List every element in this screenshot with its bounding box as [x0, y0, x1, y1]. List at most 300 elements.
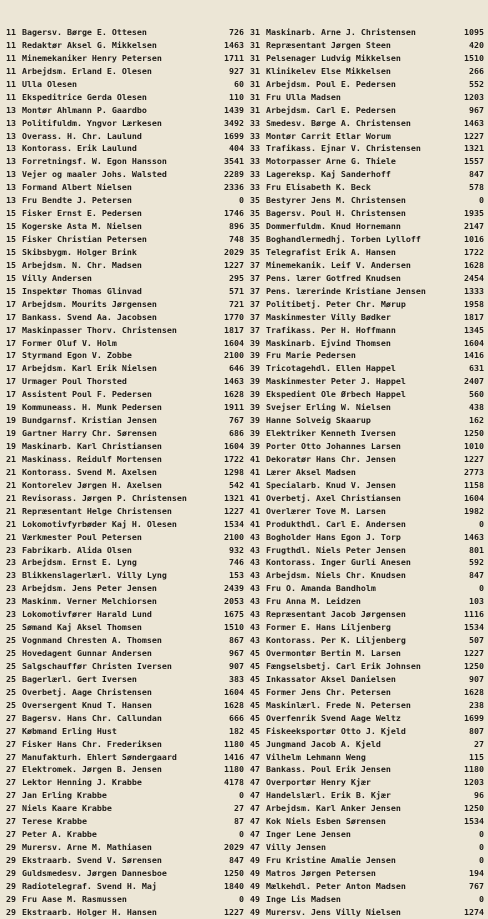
- house-number: 11: [6, 39, 16, 50]
- house-number: 27: [6, 725, 16, 736]
- tax-amount: 1203: [464, 91, 484, 102]
- directory-entry: [6, 453, 244, 466]
- tax-amount: 420: [469, 39, 484, 50]
- directory-entry: [6, 324, 244, 337]
- resident-name: Svejser Erling W. Nielsen: [266, 402, 391, 413]
- tax-amount: 1510: [464, 52, 484, 63]
- directory-entry: [250, 789, 484, 802]
- tax-amount: 1817: [224, 324, 244, 335]
- directory-entry: [6, 751, 244, 764]
- resident-name: Niels Kaare Krabbe: [22, 803, 112, 814]
- tax-amount: 1416: [224, 751, 244, 762]
- house-number: 29: [6, 880, 16, 891]
- tax-amount: 542: [229, 479, 244, 490]
- house-number: 29: [6, 893, 16, 904]
- tax-amount: 2407: [464, 376, 484, 387]
- house-number: 21: [6, 505, 16, 516]
- resident-name: Jungmand Jacob A. Kjeld: [266, 738, 381, 749]
- directory-entry: [250, 492, 484, 505]
- house-number: 23: [6, 570, 16, 581]
- resident-name: Salgschauffør Christen Iversen: [22, 660, 172, 671]
- directory-entry: [6, 26, 244, 39]
- tax-amount: 27: [234, 803, 244, 814]
- house-number: 37: [250, 298, 260, 309]
- tax-amount: 967: [229, 648, 244, 658]
- tax-amount: 1604: [224, 337, 244, 348]
- resident-name: Inkassator Aksel Danielsen: [266, 673, 396, 684]
- house-number: 37: [250, 324, 260, 335]
- directory-entry: [6, 362, 244, 375]
- directory-entry: [250, 272, 484, 285]
- directory-entry: [6, 337, 244, 350]
- directory-entry: [250, 621, 484, 634]
- house-number: 43: [250, 596, 260, 607]
- tax-amount: 847: [469, 570, 484, 581]
- tax-amount: 1016: [464, 234, 484, 244]
- resident-name: Maskinarb. Karl Christiansen: [22, 441, 162, 451]
- resident-name: Kogerske Asta M. Nielsen: [22, 221, 142, 232]
- directory-entry: [6, 828, 244, 841]
- tax-amount: 0: [239, 893, 244, 904]
- house-number: 27: [6, 738, 16, 749]
- directory-entry: [250, 634, 484, 647]
- tax-amount: 1250: [224, 867, 244, 878]
- tax-amount: 746: [229, 557, 244, 568]
- directory-entry: [6, 893, 244, 906]
- tax-amount: 631: [469, 363, 484, 374]
- house-number: 27: [6, 829, 16, 840]
- house-number: 23: [6, 609, 16, 620]
- directory-entry: [250, 893, 484, 906]
- resident-name: Arbejdsm. Mourits Jørgensen: [22, 298, 157, 309]
- tax-amount: 721: [229, 298, 244, 309]
- house-number: 31: [250, 27, 260, 37]
- resident-name: Overlærer Tove M. Larsen: [266, 505, 386, 516]
- directory-entry: [250, 207, 484, 220]
- house-number: 23: [6, 583, 16, 594]
- resident-name: Specialarb. Knud V. Jensen: [266, 479, 396, 490]
- tax-amount: 571: [229, 285, 244, 296]
- tax-amount: 2336: [224, 182, 244, 193]
- house-number: 19: [6, 428, 16, 439]
- resident-name: Hovedagent Gunnar Andersen: [22, 648, 152, 658]
- resident-name: Fisker Christian Petersen: [22, 234, 147, 244]
- directory-entry: [250, 388, 484, 401]
- resident-name: Pens. lærerinde Kristiane Jensen: [266, 285, 426, 296]
- resident-name: Elektriker Kenneth Iversen: [266, 428, 396, 439]
- tax-amount: 907: [229, 660, 244, 671]
- resident-name: Overass. H. Chr. Laulund: [22, 130, 142, 141]
- house-number: 19: [6, 415, 16, 426]
- resident-name: Fru Ulla Madsen: [266, 91, 341, 102]
- resident-name: Maskinpasser Thorv. Christensen: [22, 324, 177, 335]
- house-number: 45: [250, 699, 260, 710]
- tax-amount: 1010: [464, 441, 484, 451]
- resident-name: Vognmand Chresten A. Thomsen: [22, 635, 162, 646]
- directory-entry: [6, 686, 244, 699]
- resident-name: Bundgarnsf. Kristian Jensen: [22, 415, 157, 426]
- resident-name: Vilhelm Lehmann Weng: [266, 751, 366, 762]
- tax-amount: 404: [229, 143, 244, 154]
- directory-entry: [250, 841, 484, 854]
- directory-entry: [250, 505, 484, 518]
- house-number: 15: [6, 272, 16, 283]
- resident-name: Overbetj. Aage Christensen: [22, 686, 152, 697]
- house-number: 47: [250, 803, 260, 814]
- resident-name: Kok Niels Esben Sørensen: [266, 816, 386, 827]
- resident-name: Hanne Solveig Skaarup: [266, 415, 371, 426]
- directory-entry: [6, 466, 244, 479]
- tax-amount: 1722: [464, 246, 484, 257]
- directory-entry: [6, 65, 244, 78]
- house-number: 41: [250, 479, 260, 490]
- tax-amount: 96: [474, 790, 484, 801]
- directory-entry: [250, 725, 484, 738]
- directory-entry: [6, 531, 244, 544]
- tax-amount: 1770: [224, 311, 244, 322]
- house-number: 43: [250, 635, 260, 646]
- directory-entry: [6, 78, 244, 91]
- house-number: 11: [6, 27, 16, 37]
- directory-entry: [6, 906, 244, 919]
- tax-amount: 1250: [464, 660, 484, 671]
- directory-entry: [250, 453, 484, 466]
- house-number: 15: [6, 246, 16, 257]
- resident-name: Repræsentant Helge Christensen: [22, 505, 172, 516]
- house-number: 45: [250, 712, 260, 723]
- directory-entry: [250, 828, 484, 841]
- directory-entry: [6, 854, 244, 867]
- directory-entry: [250, 466, 484, 479]
- house-number: 37: [250, 285, 260, 296]
- directory-entry: [250, 802, 484, 815]
- house-number: 39: [250, 337, 260, 348]
- house-number: 17: [6, 311, 16, 322]
- resident-name: Formand Albert Nielsen: [22, 182, 132, 193]
- house-number: 25: [6, 648, 16, 658]
- directory-entry: [250, 427, 484, 440]
- house-number: 39: [250, 402, 260, 413]
- tax-amount: 0: [239, 790, 244, 801]
- tax-amount: 1982: [464, 505, 484, 516]
- tax-amount: 1722: [224, 453, 244, 464]
- resident-name: Bankass. Svend Aa. Jacobsen: [22, 311, 157, 322]
- directory-entry: [6, 168, 244, 181]
- directory-entry: [6, 181, 244, 194]
- tax-amount: 932: [229, 544, 244, 555]
- directory-entry: [250, 362, 484, 375]
- tax-amount: 0: [479, 893, 484, 904]
- directory-entry: [6, 298, 244, 311]
- house-number: 25: [6, 660, 16, 671]
- tax-amount: 1463: [464, 117, 484, 128]
- house-number: 31: [250, 39, 260, 50]
- house-number: 35: [250, 234, 260, 244]
- tax-amount: 807: [469, 725, 484, 736]
- resident-name: Arbejdsm. Niels Chr. Knudsen: [266, 570, 406, 581]
- directory-entry: [6, 647, 244, 660]
- directory-entry: [6, 349, 244, 362]
- house-number: 45: [250, 648, 260, 658]
- tax-amount: 1298: [224, 466, 244, 477]
- house-number: 31: [250, 78, 260, 89]
- resident-name: Montør Ahlmann P. Gaardbo: [22, 104, 147, 115]
- house-number: 13: [6, 130, 16, 141]
- directory-entry: [6, 246, 244, 259]
- house-number: 21: [6, 453, 16, 464]
- resident-name: Lektor Henning J. Krabbe: [22, 777, 142, 788]
- resident-name: Former Oluf V. Holm: [22, 337, 117, 348]
- house-number: 43: [250, 583, 260, 594]
- directory-entry: [6, 375, 244, 388]
- resident-name: Revisorass. Jørgen P. Christensen: [22, 492, 187, 503]
- tax-amount: 1534: [464, 816, 484, 827]
- left-column: [6, 26, 244, 919]
- resident-name: Fisker Hans Chr. Frederiksen: [22, 738, 162, 749]
- directory-entry: [250, 440, 484, 453]
- resident-name: Overfenrik Svend Aage Weltz: [266, 712, 401, 723]
- house-number: 43: [250, 609, 260, 620]
- tax-amount: 1604: [224, 441, 244, 451]
- resident-name: Manufakturh. Ehlert Søndergaard: [22, 751, 177, 762]
- house-number: 21: [6, 492, 16, 503]
- resident-name: Montør Carrit Etlar Worum: [266, 130, 391, 141]
- house-number: 47: [250, 842, 260, 853]
- tax-amount: 748: [229, 234, 244, 244]
- resident-name: Arbejdsm. Poul E. Pedersen: [266, 78, 396, 89]
- house-number: 25: [6, 635, 16, 646]
- house-number: 15: [6, 221, 16, 232]
- directory-entry: [6, 311, 244, 324]
- directory-entry: [250, 298, 484, 311]
- tax-amount: 927: [229, 65, 244, 76]
- directory-entry: [6, 142, 244, 155]
- resident-name: Telegrafist Erik A. Hansen: [266, 246, 396, 257]
- house-number: 47: [250, 751, 260, 762]
- tax-amount: 1628: [224, 389, 244, 400]
- directory-entry: [250, 712, 484, 725]
- resident-name: Villy Jensen: [266, 842, 326, 853]
- house-number: 43: [250, 557, 260, 568]
- house-number: 21: [6, 531, 16, 542]
- directory-entry: [6, 505, 244, 518]
- directory-entry: [250, 595, 484, 608]
- house-number: 37: [250, 259, 260, 270]
- directory-entry: [6, 582, 244, 595]
- tax-amount: 1557: [464, 156, 484, 167]
- tax-amount: 1463: [224, 376, 244, 387]
- directory-entry: [6, 285, 244, 298]
- house-number: 27: [6, 790, 16, 801]
- directory-entry: [250, 660, 484, 673]
- resident-name: Overmontør Bertin M. Larsen: [266, 648, 401, 658]
- directory-entry: [6, 634, 244, 647]
- directory-entry: [6, 880, 244, 893]
- resident-name: Kontorass. Inger Gurli Anesen: [266, 557, 411, 568]
- resident-name: Kontorass. Svend M. Axelsen: [22, 466, 157, 477]
- resident-name: Oversergent Knud T. Hansen: [22, 699, 152, 710]
- resident-name: Kommuneass. H. Munk Pedersen: [22, 402, 162, 413]
- resident-name: Arbejdsm. Carl E. Pedersen: [266, 104, 396, 115]
- tax-amount: 1675: [224, 609, 244, 620]
- house-number: 11: [6, 91, 16, 102]
- tax-amount: 266: [469, 65, 484, 76]
- directory-entry: [6, 673, 244, 686]
- resident-name: Peter A. Krabbe: [22, 829, 97, 840]
- directory-entry: [250, 401, 484, 414]
- house-number: 31: [250, 91, 260, 102]
- resident-name: Overportør Henry Kjær: [266, 777, 371, 788]
- resident-name: Arbejdsm. Karl Erik Nielsen: [22, 363, 157, 374]
- resident-name: Bagersv. Børge E. Ottesen: [22, 27, 147, 37]
- house-number: 33: [250, 117, 260, 128]
- directory-entry: [6, 815, 244, 828]
- house-number: 31: [250, 65, 260, 76]
- house-number: 49: [250, 906, 260, 917]
- resident-name: Lagereksp. Kaj Sanderhoff: [266, 169, 391, 180]
- directory-entry: [6, 207, 244, 220]
- directory-entry: [250, 647, 484, 660]
- resident-name: Købmand Erling Hust: [22, 725, 117, 736]
- directory-entry: [6, 388, 244, 401]
- resident-name: Maskinarb. Arne J. Christensen: [266, 27, 416, 37]
- directory-entry: [250, 854, 484, 867]
- house-number: 37: [250, 272, 260, 283]
- directory-entry: [250, 39, 484, 52]
- house-number: 15: [6, 285, 16, 296]
- directory-entry: [6, 233, 244, 246]
- house-number: 43: [250, 544, 260, 555]
- resident-name: Arbejdsm. Jens Peter Jensen: [22, 583, 157, 594]
- resident-name: Bankass. Poul Erik Jensen: [266, 764, 391, 775]
- house-number: 13: [6, 117, 16, 128]
- tax-amount: 907: [469, 673, 484, 684]
- house-number: 39: [250, 415, 260, 426]
- resident-name: Dekoratør Hans Chr. Jensen: [266, 453, 396, 464]
- tax-amount: 1227: [224, 505, 244, 516]
- tax-amount: 552: [469, 78, 484, 89]
- tax-amount: 1628: [464, 686, 484, 697]
- house-number: 47: [250, 790, 260, 801]
- resident-name: Produkthdl. Carl E. Andersen: [266, 518, 406, 529]
- resident-name: Bestyrer Jens M. Christensen: [266, 195, 406, 206]
- house-number: 45: [250, 686, 260, 697]
- directory-entry: [6, 492, 244, 505]
- tax-amount: 1534: [464, 622, 484, 633]
- directory-entry: [6, 867, 244, 880]
- directory-entry: [250, 142, 484, 155]
- directory-entry: [6, 440, 244, 453]
- tax-amount: 896: [229, 221, 244, 232]
- directory-entry: [6, 518, 244, 531]
- tax-amount: 1628: [464, 259, 484, 270]
- directory-entry: [6, 52, 244, 65]
- house-number: 15: [6, 234, 16, 244]
- tax-amount: 686: [229, 428, 244, 439]
- house-number: 35: [250, 221, 260, 232]
- resident-name: Kontorass. Per K. Liljenberg: [266, 635, 406, 646]
- tax-amount: 0: [479, 518, 484, 529]
- house-number: 27: [6, 803, 16, 814]
- tax-amount: 1203: [464, 777, 484, 788]
- resident-name: Urmager Poul Thorsted: [22, 376, 127, 387]
- tax-amount: 0: [479, 583, 484, 594]
- directory-entry: [6, 272, 244, 285]
- resident-name: Fru Elisabeth K. Beck: [266, 182, 371, 193]
- resident-name: Repræsentant Jacob Jørgensen: [266, 609, 406, 620]
- tax-amount: 1699: [224, 130, 244, 141]
- directory-entry: [6, 763, 244, 776]
- directory-entry: [6, 220, 244, 233]
- house-number: 11: [6, 78, 16, 89]
- house-number: 13: [6, 195, 16, 206]
- house-number: 41: [250, 518, 260, 529]
- directory-entry: [250, 880, 484, 893]
- house-number: 33: [250, 156, 260, 167]
- tax-amount: 2029: [224, 246, 244, 257]
- directory-entry: [250, 686, 484, 699]
- tax-amount: 182: [229, 725, 244, 736]
- tax-amount: 1180: [464, 764, 484, 775]
- resident-name: Maskinarb. Ejvind Thomsen: [266, 337, 391, 348]
- house-number: 25: [6, 673, 16, 684]
- directory-entry: [250, 518, 484, 531]
- tax-amount: 2100: [224, 350, 244, 361]
- resident-name: Kontorelev Jørgen H. Axelsen: [22, 479, 162, 490]
- house-number: 45: [250, 725, 260, 736]
- house-number: 49: [250, 855, 260, 865]
- directory-entry: [250, 556, 484, 569]
- tax-amount: 103: [469, 596, 484, 607]
- tax-amount: 507: [469, 635, 484, 646]
- directory-entry: [6, 104, 244, 117]
- house-number: 45: [250, 660, 260, 671]
- tax-amount: 1227: [224, 259, 244, 270]
- directory-entry: [250, 26, 484, 39]
- resident-name: Arbejdsm. N. Chr. Madsen: [22, 259, 142, 270]
- tax-amount: 578: [469, 182, 484, 193]
- tax-amount: 1321: [464, 143, 484, 154]
- house-number: 17: [6, 324, 16, 335]
- directory-entry: [6, 712, 244, 725]
- house-number: 31: [250, 52, 260, 63]
- resident-name: Arbejdsm. Karl Anker Jensen: [266, 803, 401, 814]
- directory-entry: [6, 595, 244, 608]
- directory-entry: [250, 246, 484, 259]
- house-number: 11: [6, 65, 16, 76]
- tax-amount: 27: [474, 738, 484, 749]
- tax-amount: 1250: [464, 428, 484, 439]
- tax-amount: 153: [229, 570, 244, 581]
- tax-amount: 767: [469, 880, 484, 891]
- tax-amount: 162: [469, 415, 484, 426]
- house-number: 29: [6, 855, 16, 865]
- tax-amount: 1180: [224, 738, 244, 749]
- house-number: 39: [250, 441, 260, 451]
- tax-amount: 592: [469, 557, 484, 568]
- directory-entry: [250, 168, 484, 181]
- tax-amount: 3492: [224, 117, 244, 128]
- resident-name: Maskinlærl. Frede N. Petersen: [266, 699, 411, 710]
- house-number: 41: [250, 505, 260, 516]
- tax-amount: 1711: [224, 52, 244, 63]
- directory-entry: [6, 802, 244, 815]
- resident-name: Lærer Aksel Madsen: [266, 466, 356, 477]
- resident-name: Vejer og maaler Johs. Walsted: [22, 169, 167, 180]
- tax-amount: 1227: [224, 906, 244, 917]
- tax-amount: 560: [469, 389, 484, 400]
- directory-entry: [250, 65, 484, 78]
